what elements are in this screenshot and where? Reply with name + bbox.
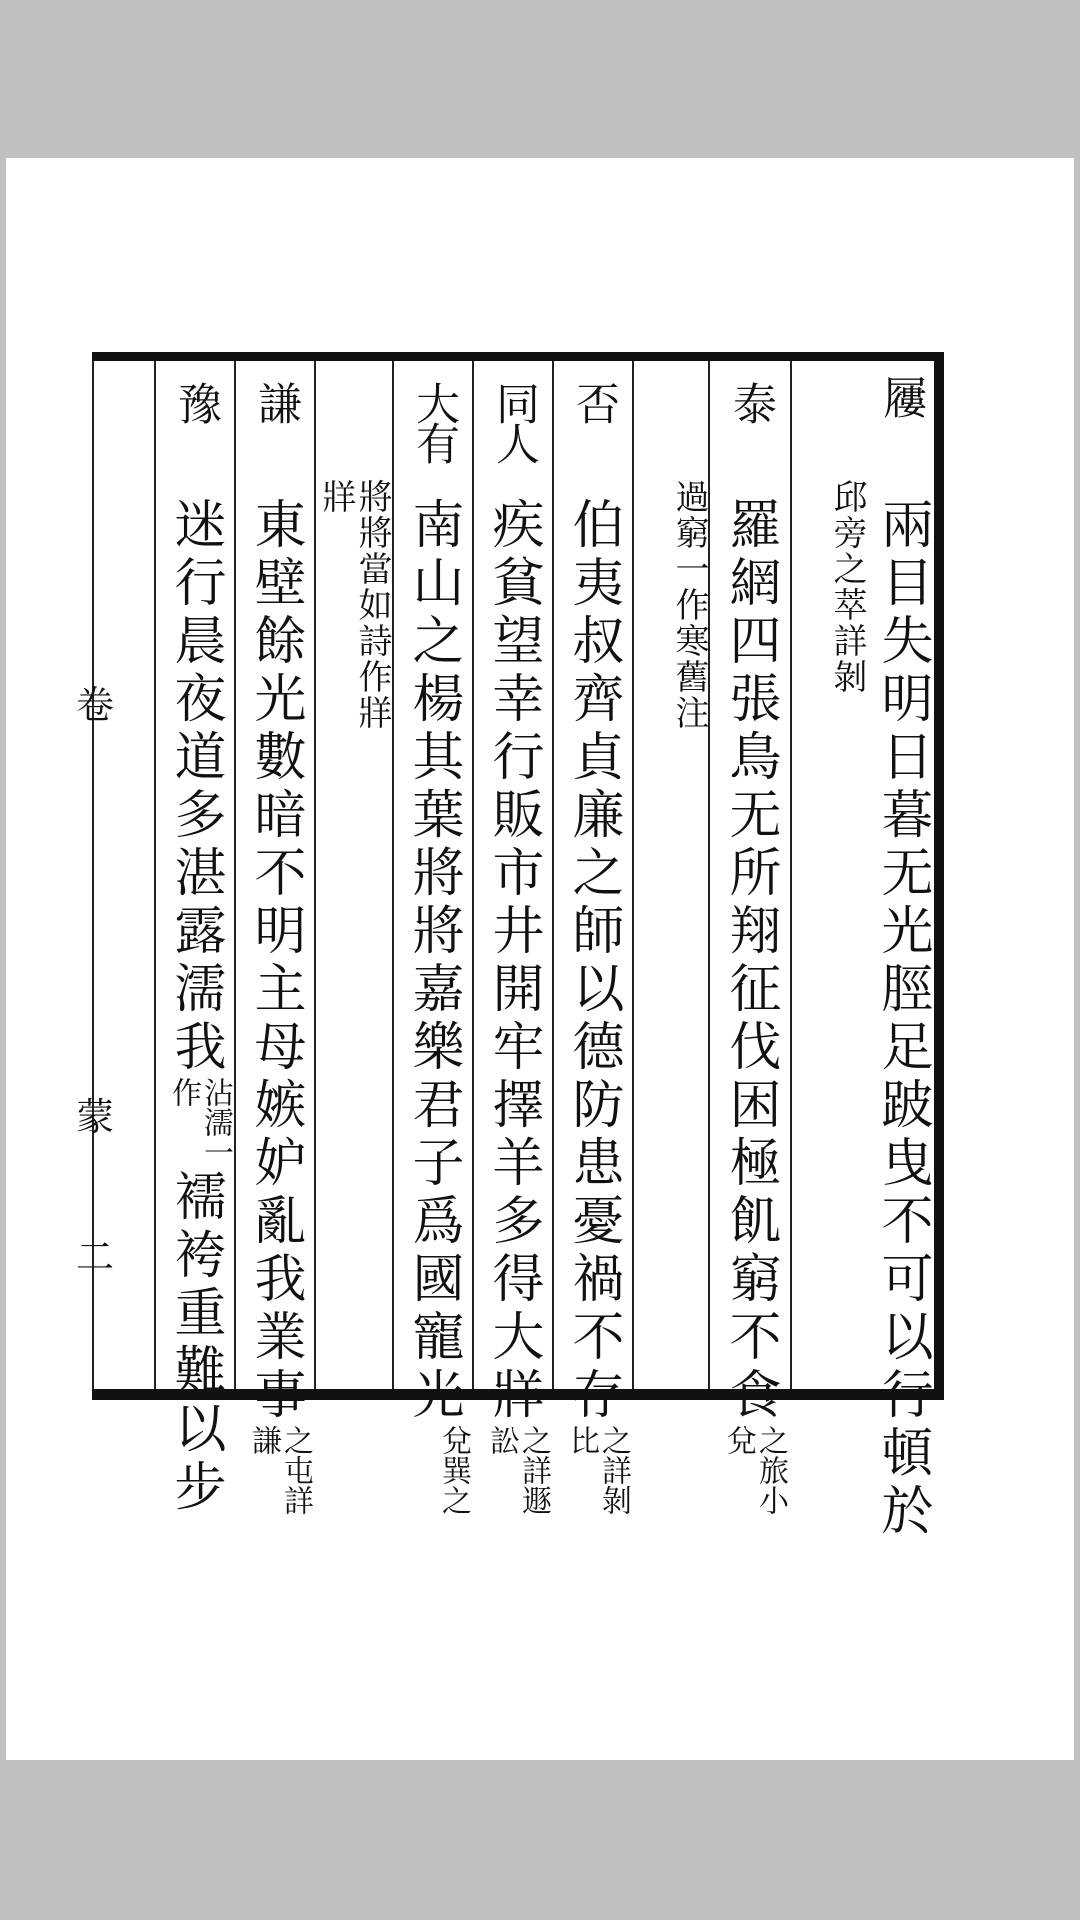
column-text [477,497,549,1517]
margin-mark-bottom: 二 [76,1235,115,1279]
column-6 [472,361,552,1515]
inline-note: 之詳剝比 [564,1425,631,1515]
hexagram-label: 泰 [725,381,776,421]
column-text [159,497,231,1517]
column-text [557,497,629,1517]
scanned-page [6,158,1074,1760]
annotation-note: 過窮一作寒舊注 [669,479,709,731]
column-3 [708,361,790,1515]
column-7 [392,361,472,1515]
inline-note: 兌巽之 [436,1425,471,1515]
inline-note: 之旅小兌 [721,1425,788,1515]
column-1 [866,361,934,1541]
column-2 [790,361,866,1389]
inline-note: 之屯詳謙 [246,1425,313,1515]
column-4 [632,361,708,1389]
text-block [92,352,944,1541]
main-text: 南山之楊其葉將將嘉樂君子爲國寵光 [403,497,463,1425]
column-text [714,497,786,1517]
margin-mark-top: 卷 [76,683,115,727]
hexagram-label: 大有 [408,381,459,461]
main-text-continued: 襦袴重難以步 [165,1169,225,1517]
column-text [397,497,469,1517]
inline-note: 之詳遯訟 [484,1425,551,1515]
hexagram-label: 同人 [488,381,539,461]
column-text: 兩目失明日暮无光脛足跛曳不可以行頓於 [872,497,932,1541]
column-8 [314,361,392,1389]
annotation-note: 邱旁之萃詳剝 [827,479,867,695]
column-5 [552,361,632,1515]
main-text: 東壁餘光數暗不明主母嫉妒亂我業事 [245,497,305,1425]
main-text: 羅網四張鳥无所翔征伐困極飢窮不食 [720,497,780,1425]
main-text: 迷行晨夜道多湛露濡我 [165,497,225,1077]
main-text: 疾貧望幸行販市井開牢擇羊多得大牂 [483,497,543,1425]
margin-mark-mid: 蒙 [76,1095,115,1139]
hexagram-label: 否 [568,381,619,421]
annotation-note: 將將當如詩作牂牂 [316,479,392,731]
column-9 [234,361,314,1515]
main-text: 伯夷叔齊貞廉之師以德防患憂禍不存 [563,497,623,1425]
inline-note: 沾濡一作 [166,1077,233,1167]
hexagram-label: 豫 [170,381,221,421]
column-text [239,497,311,1517]
hexagram-label: 屨 [875,375,926,415]
hexagram-label: 謙 [250,381,301,421]
column-10 [154,361,234,1517]
